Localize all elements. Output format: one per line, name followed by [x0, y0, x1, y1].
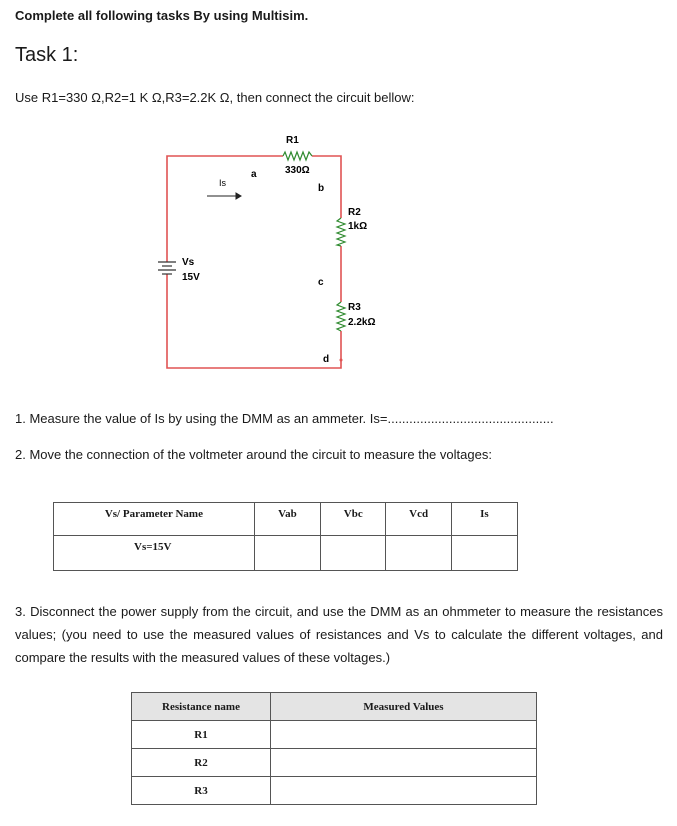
voltage-table-header-row	[54, 503, 518, 536]
current-arrow	[207, 193, 241, 199]
resistance-table-row	[132, 749, 537, 777]
resistance-table-header: Resistance name	[132, 693, 271, 721]
vs-value: 15V	[182, 272, 200, 283]
voltage-table-row	[54, 536, 518, 571]
current-label: Is	[219, 178, 227, 188]
question-3: 3. Disconnect the power supply from the circuit, and use the DMM as an ohmmeter to measure the resistances values; (you need to use the measured values of resistances and Vs to calculate the different voltages, and compare the results with the measured values of these voltages.)	[15, 604, 663, 665]
resistor-r3	[337, 302, 345, 331]
voltage-table-header: Vs/ Parameter Name	[54, 503, 255, 536]
task-title: Task 1:	[15, 44, 79, 66]
resistor-r2	[337, 218, 345, 246]
node-d-label: d	[323, 354, 330, 365]
resistance-name: R1	[132, 721, 271, 749]
node-a-label: a	[251, 169, 257, 180]
r2-value: 1kΩ	[348, 221, 368, 232]
voltage-table-header: Vab	[254, 503, 320, 536]
question-2: 2. Move the connection of the voltmeter around the circuit to measure the voltages:	[15, 447, 492, 462]
r1-label: R1	[286, 135, 299, 146]
battery-vs	[158, 262, 176, 274]
node-c-label: c	[318, 277, 324, 288]
resistance-name: R3	[132, 777, 271, 805]
resistor-r1	[283, 152, 312, 160]
r2-label: R2	[348, 207, 361, 218]
resistance-table	[131, 692, 537, 805]
resistance-table-row	[132, 721, 537, 749]
wire-left-top	[167, 156, 283, 262]
vs-label: Vs	[182, 257, 195, 268]
wire-top-right	[312, 156, 341, 218]
resistance-name: R2	[132, 749, 271, 777]
resistance-table-header-row	[132, 693, 537, 721]
r3-measured-cell[interactable]	[271, 777, 537, 805]
voltage-table-header: Vcd	[386, 503, 451, 536]
wire-bottom	[167, 274, 341, 368]
vab-cell[interactable]	[254, 536, 320, 571]
resistance-table-header: Measured Values	[271, 693, 537, 721]
voltage-table-header: Vbc	[321, 503, 386, 536]
r3-value: 2.2kΩ	[348, 317, 376, 328]
circuit-diagram	[0, 0, 677, 400]
question-1: 1. Measure the value of Is by using the DMM as an ammeter. Is=..............................................	[15, 411, 554, 426]
vbc-cell[interactable]	[321, 536, 386, 571]
node-b-label: b	[318, 183, 325, 194]
intro-text: Use R1=330 Ω,R2=1 K Ω,R3=2.2K Ω, then connect the circuit bellow:	[15, 90, 415, 105]
voltage-table-header: Is	[451, 503, 517, 536]
resistance-table-row	[132, 777, 537, 805]
r2-measured-cell[interactable]	[271, 749, 537, 777]
voltage-table	[53, 502, 518, 571]
voltage-table-row-label: Vs=15V	[54, 536, 255, 571]
node-d-dot	[340, 359, 343, 362]
r1-measured-cell[interactable]	[271, 721, 537, 749]
is-cell[interactable]	[451, 536, 517, 571]
r1-value: 330Ω	[285, 165, 310, 176]
vcd-cell[interactable]	[386, 536, 451, 571]
r3-label: R3	[348, 302, 361, 313]
page-heading: Complete all following tasks By using Multisim.	[15, 8, 309, 23]
